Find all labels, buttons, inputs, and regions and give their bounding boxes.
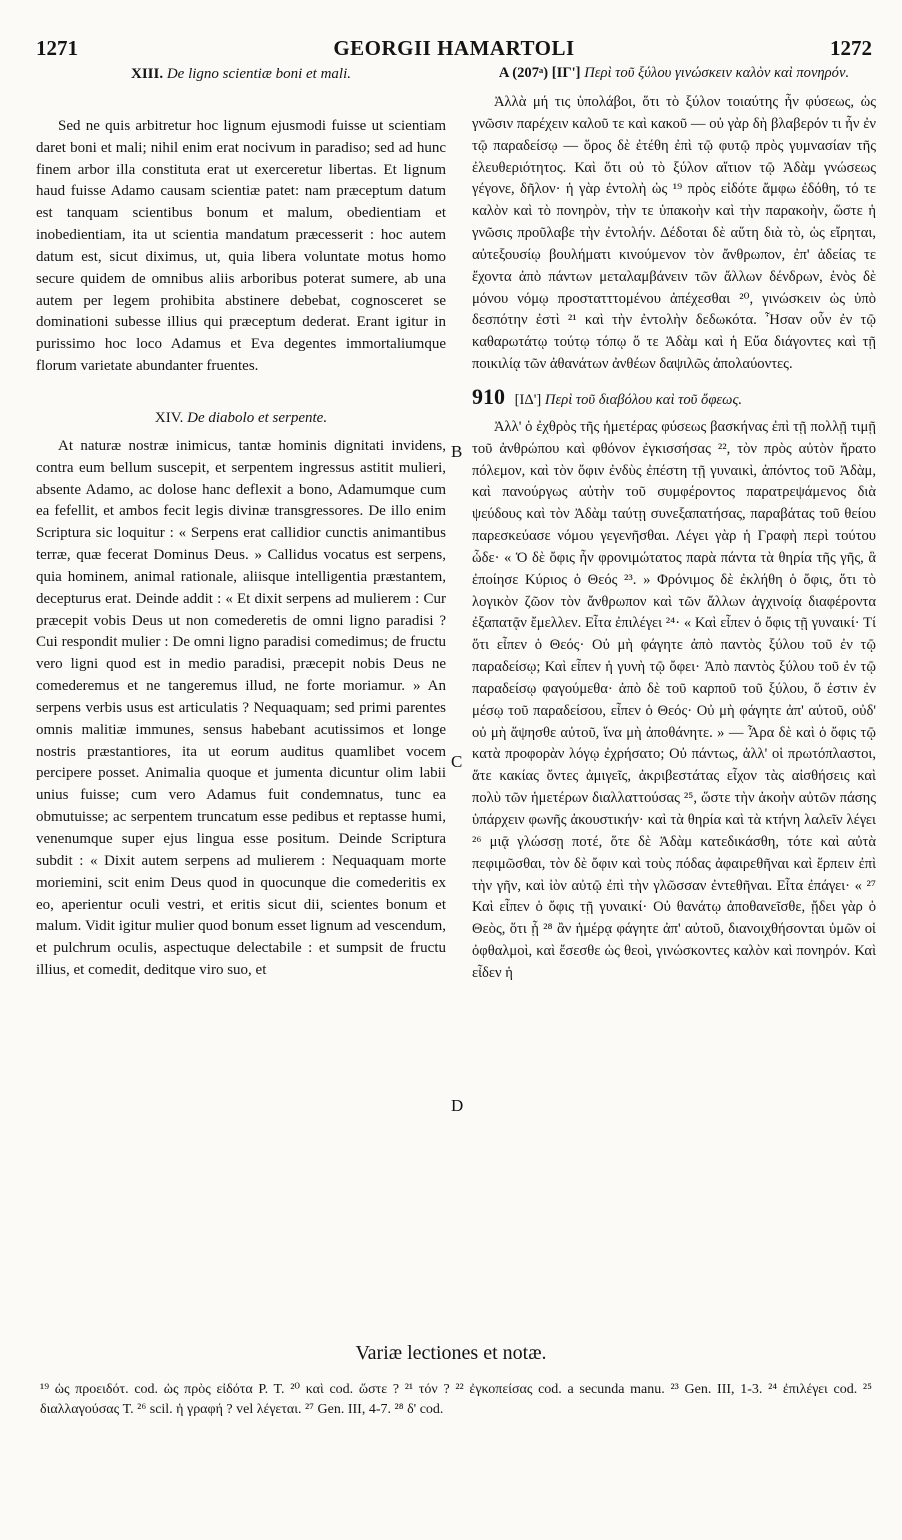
page-header <box>36 36 872 60</box>
latin-section-13-title: De ligno scientiæ boni et mali. <box>166 66 351 82</box>
page-number-left: 1271 <box>36 36 78 60</box>
latin-section-13-heading <box>36 64 446 86</box>
greek-section-13-prefix: A (207ᵃ) [ΙΓ'] <box>498 65 581 81</box>
latin-section-14-title: De diabolo et serpente. <box>187 409 328 426</box>
greek-section-14-title: Περὶ τοῦ διαβόλου καὶ τοῦ ὄφεως. <box>544 391 743 408</box>
latin-section-14-number: XIV. <box>154 409 184 426</box>
greek-column <box>472 64 876 985</box>
running-title: GEORGII HAMARTOLI <box>333 36 575 60</box>
page-number-right: 1272 <box>830 36 872 60</box>
latin-paragraph-1: Sed ne quis arbitretur hoc lignum ejusmodi fuisse ut scientiam daret boni et mali; nihil enim erat nocivum in paradiso; sed ad hunc finem arbor illa constituta erat ut exerceretur libertas. Et lignum haud fuisse Adamo causam scientiæ patet: nam præceptum datum est tanquam scientibus bonum et malum, obedientiam et inobedientiam, ita ut scientia mandatum præcesserit : hoc autem datum est, sicut diximus, ut, quia libera voluntate motus homo secure quidem de omnibus aliis arboribus poterat sumere, ab una autem per legem prohibita abstinere debebat, cognosceret se dominationi subesse illius qui præceptum dederat. Erant igitur in purissimo hoc loco Adamus et Eva degentes immortaliumque florum varietate abundanter fruentes. <box>36 117 446 375</box>
greek-section-14-heading <box>472 383 876 412</box>
greek-section-13-title: Περὶ τοῦ ξύλου γινώσκειν καλὸν καὶ πονηρόν. <box>584 65 850 81</box>
margin-letter-c: C <box>451 752 463 771</box>
margin-letter-b: B <box>451 442 463 461</box>
variant-readings-notes: ¹⁹ ὡς προειδότ. cod. ὡς πρὸς εἰδότα P. T. ²⁰ καὶ cod. ὥστε ? ²¹ τόν ? ²² ἐγκοπείσας cod. a secunda manu. ²³ Gen. III, 1-3. ²⁴ ἐπιλέγει cod. ²⁵ διαλλαγούσας T. ²⁶ scil. ἡ γραφή ? vel λέγεται. ²⁷ Gen. III, 4-7. ²⁸ δ' cod. <box>40 1382 872 1417</box>
margin-letter-d: D <box>451 1096 464 1115</box>
greek-paragraph-2: Ἀλλ' ὁ ἐχθρὸς τῆς ἡμετέρας φύσεως βασκήνας ἐπὶ τῇ πολλῇ τιμῇ τοῦ ἀνθρώπου καὶ φθόνον ἐγκισσήσας ²², τὸν πρὸς αὐτὸν ἤρατο πόλεμον, καὶ τὸν ὄφιν ἐνδὺς ἐπέστη τῇ γυναικὶ, ἀπόντος τοῦ Ἀδὰμ, καὶ πανούργως αὐτὴν τοῦ συμφέροντος παρατρεψάμενος διὰ ψεύδους καὶ τὸν Ἀδὰμ ταύτῃ συνεξαπατήσας, παραβάτας τοῦ θείου παρεσκεύασε νόμου γεγενῆσθαι. Λέγει γὰρ ἡ Γραφὴ περὶ τούτου ὧδε· « Ὁ δὲ ὄφις ἦν φρονιμώτατος παρὰ πάντα τὰ θηρία τῆς γῆς, ἃ ἐποίησε Κύριος ὁ Θεός ²³. » Φρόνιμος δὲ ἐκλήθη ὁ ὄφις, ὅτι τὸ λογικὸν ζῶον τὸν ἄνθρωπον καὶ τῶν ἄλλων ἀγχινοίᾳ διαφέροντα ἐξαπατᾷν ἔμελλεν. Εἶτα ἐπιλέγει ²⁴· « Καὶ εἶπεν ὁ ὄφις τῇ γυναικί· Τί ὅτι εἶπεν ὁ Θεός· Οὐ μὴ φάγητε ἀπὸ παντὸς ξύλου τοῦ ἐν τῷ παραδείσῳ; Καὶ εἶπεν ἡ γυνὴ τῷ ὄφει· Ἀπὸ παντὸς ξύλου τοῦ ἐν τῷ παραδείσῳ φαγούμεθα· ἀπὸ δὲ τοῦ καρποῦ τοῦ ξύλου, ὅ ἐστιν ἐν μέσῳ τοῦ παραδείσου, εἶπεν ὁ Θεός· Οὐ μὴ φάγητε ἀπ' αὐτοῦ, οὐδ' οὐ μὴ ἅψησθε αὐτοῦ, ἵνα μὴ ἀποθάνητε. » — Ἆρα δὲ καὶ ὁ ὄφις τῷ κατὰ προφορὰν λόγῳ ἐχρήσατο; Οὐ πάντως, ἀλλ' οἱ πρωτόπλαστοι, ἅτε κακίας ὄντες ἀμιγεῖς, ἀκριβεστάτας εἶχον τὰς αἰσθήσεις καὶ πολὺ τῶν ἡμετέρων διαλλαττούσας ²⁵, ὥστε τὴν ἀκοὴν αὐτῶν πάσης ὑπάρχειν φωνῆς ἀκουστικήν· καὶ τὰ θηρία καὶ τὰ κτήνη λαλεῖν λέγει ²⁶ μιᾷ γλώσσῃ ποτέ, ὅτε δὲ Ἀδὰμ κατεδικάσθη, τότε καὶ αὐτὰ πεφιμῶσθαι, τὸν δὲ ὄφιν καὶ τοὺς πόδας ἀφαιρεθῆναι καὶ ἕρπειν ἐπὶ τὴν γῆν, καὶ ἰὸν αὐτῷ ἐπὶ τὴν γλῶσσαν ἐντεθῆναι. Εἶτα ἐπάγει· « ²⁷ Καὶ εἶπεν ὁ ὄφις τῇ γυναικί· Οὐ θανάτῳ ἀποθανεῖσθε, ᾔδει γὰρ ὁ Θεὸς, ὅτι ᾗ ²⁸ ἂν ἡμέρᾳ φάγητε ἀπ' αὐτοῦ, διανοιχθήσονται ὑμῶν οἱ ὀφθαλμοὶ, καὶ ἔσεσθε ὡς θεοὶ, γινώσκοντες καλὸν καὶ πονηρόν. Καὶ εἶδεν ἡ <box>472 418 876 981</box>
greek-section-14-prefix: [ΙΔ'] <box>514 391 542 408</box>
notes-title: Variæ lectiones et notæ. <box>355 1342 547 1364</box>
latin-section-14-heading <box>36 408 446 430</box>
greek-paragraph-1: Ἀλλὰ μή τις ὑπολάβοι, ὅτι τὸ ξύλον τοιαύτης ἦν φύσεως, ὡς γνῶσιν παρέχειν καλοῦ τε καὶ κακοῦ — οὐ γὰρ δὴ βλαβερόν τι ἦν ἐν τῷ παραδείσῳ — ὅρος δὲ ἐτέθη ἐπὶ τῷ φυτῷ πρὸς γυμνασίαν τῆς ἐλευθεριότητος. Καὶ ὅτι οὐ τὸ ξύλον αἴτιον τῷ Ἀδὰμ γνώσεως γέγονε, δῆλον· ἡ γὰρ ἐντολὴ ὡς ¹⁹ πρὸς εἰδότε ἄμφω ἐδόθη, τό τε καλὸν καὶ τὸ πονηρὸν, τὴν τε ὑπακοὴν καὶ τὴν παρακοὴν, ὥστε ἡ γνῶσις προῦλαβε τὴν ἐντολήν. Δέδοται δὲ αὕτη διὰ τὸ, ὡς εἴρηται, αὐτεξουσίῳ βουλήματι κινούμενον τὸν ἄνθρωπον, ἐπ' ἀδείας τε ἔχοντα ἀπὸ πάντων μεταλαμβάνειν τῶν ἄλλων δένδρων, ἑνὸς δὲ μόνου νόμῳ προστατττομένου ἀπέχεσθαι ²⁰, γινώσκειν ὡς ὑπὸ δεσπότην ἐστὶ ²¹ καὶ τὴν ἐντολὴν δεδωκότα. Ἦσαν οὖν ἐν τῷ καθαρωτάτῳ τούτῳ τόπῳ ὅ τε Ἀδὰμ καὶ ἡ Εὔα διάγοντες καὶ τῇ ποικιλίᾳ τῶν ἀθανάτων ἀνθέων δαψιλῶς ἀπολαύοντες. <box>472 94 876 373</box>
latin-section-13-number: XIII. <box>130 66 164 82</box>
latin-paragraph-2: At naturæ nostræ inimicus, tantæ hominis dignitati invidens, contra eum bellum suscepit, et serpentem ingressus astitit mulieri, absente Adamo, ac dolose hanc deflexit a bono, Adamumque cum ea fefellit, et ambos fecit legis divinæ transgressores. De illo enim Scriptura sic loquitur : « Serpens erat callidior cunctis animantibus terræ, quæ fecerat Dominus Deus. » Callidus vocatus est serpens, quia hominem, animal rationale, aliisque intelligentia præstantem, decepturus erat. Deinde addit : « Et dixit serpens ad mulierem : Cur præcepit vobis Deus ut non comederetis de omni ligno paradisi ? Cui respondit mulier : De omni ligno paradisi comedimus; de fructu vero ligni quod est in medio paradisi, præcepit nobis Deus ne comederemus et ne tangeremus illud, ne forte moriamur. » An serpens verbis usus est articulatis ? Nequaquam; sed primi parentes omnis malitiæ immunes, sensus habebant acutissimos et longe nostris præstantiores, ita ut eorum auditus quamlibet vocem percipere posset. Animalia quoque et jumenta dicuntur olim labii unius fuisse; cum vero Adamus fuit condemnatus, tunc ea obmutuisse; ac serpentem truncatum esse pedibus et reptasse humi, venenumque super ejus lingua esse positum. Deinde Scriptura subdit : « Dixit autem serpens ad mulierem : Nequaquam morte moriemini, scit enim Deus quod in quocunque die comederitis ex eo, aperientur oculi vestri, et eritis sicut dii, scientes bonum et malum. Vidit igitur mulier quod bonum esset lignum ad vescendum, et pulchrum oculis, aspectuque delectabile : et sumpsit de fructu illius, et comedit, deditque viro suo, et <box>36 437 446 979</box>
latin-column <box>36 64 446 982</box>
greek-section-13-heading <box>472 64 876 83</box>
greek-section-14-number: 910 <box>472 383 505 409</box>
